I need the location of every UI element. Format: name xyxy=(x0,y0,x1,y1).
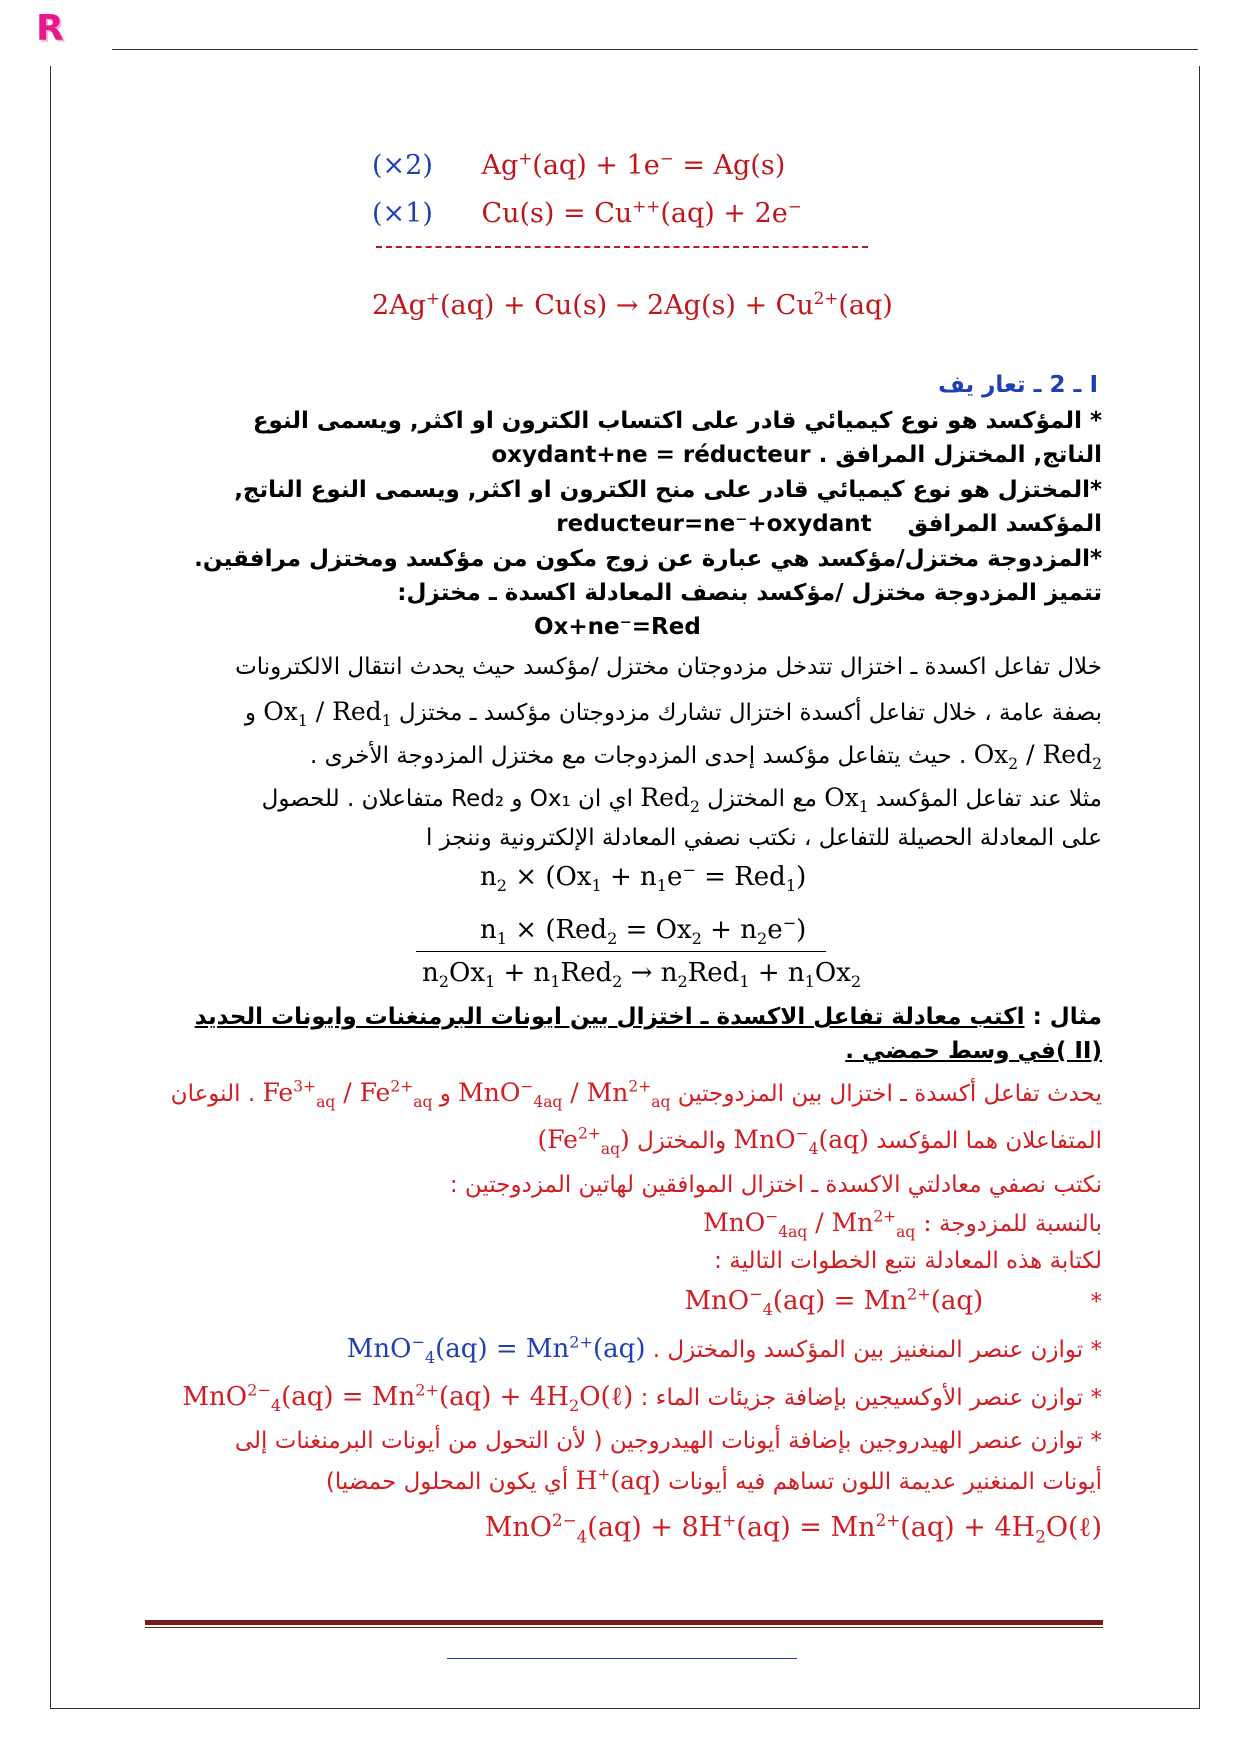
example-row8: * توازن عنصر الأوكسيجين بإضافة جزيئات الماء : $MnO^{2-}_4(aq) = Mn^{2+}(aq)$ + $4H_2O(\ell)$ xyxy=(182,1380,1102,1416)
multiplier-2: (×2) xyxy=(372,150,433,181)
example-title: اكتب معادلة تفاعل الاكسدة ـ اختزال بين ايونات البرمنغنات وايونات الحديد xyxy=(194,1004,1025,1030)
example-title-line1 xyxy=(195,1004,1102,1030)
paragraph-line1: خلال تفاعل اكسدة ـ اختزال تتدخل مزدوجتان مختزل /مؤكسد حيث يحدث انتقال الالكترونات xyxy=(235,654,1102,680)
example-row2-a: المتفاعلان هما المؤكسد xyxy=(876,1128,1102,1154)
paragraph-line4-c: اي ان Ox₁ و Red₂ متفاعلان . للحصول xyxy=(261,786,634,812)
combination-eq2: $n_1 \times (Red_2 = Ox_2 + n_2e^-)$ xyxy=(480,913,807,949)
equation-overall: $2Ag^+(aq) + Cu(s) \to 2Ag(s) + Cu^{2+}(aq)$ xyxy=(372,288,893,321)
example-row3: نكتب نصفي معادلتي الاكسدة ـ اختزال الموافقين لهاتين المزدوجتين : xyxy=(449,1172,1102,1198)
example-row2-b: والمختزل xyxy=(637,1128,727,1154)
combination-eq1: $n_2 \times (Ox_1 + n_1e^- = Red_1)$ xyxy=(480,860,807,896)
logo: R xyxy=(36,8,64,49)
definition-reducer-line1: *المختزل هو نوع كيميائي قادر على منح الكترون او اكثر, ويسمى النوع الناتج, xyxy=(234,477,1102,503)
definition-couple: *المزدوجة مختزل/مؤكسد هي عبارة عن زوج مكون من مؤكسد ومختزل مرافقين. xyxy=(194,546,1102,572)
equation-silver: (×2) Ag+(aq) + 1e− = Ag(s) xyxy=(372,148,786,181)
paragraph-line4: مثلا عند تفاعل المؤكسد $Ox_1$ مع المختزل Red$_2$ اي ان Ox₁ و Red₂ متفاعلان . للحصول xyxy=(261,783,1102,816)
multiplier-1: (×1) xyxy=(372,198,433,229)
equation-copper: (×1) Cu(s) = Cu++(aq) + 2e− xyxy=(372,196,802,229)
example-row10-b: أي يكون المحلول حمضيا) xyxy=(325,1469,569,1495)
definition-reducer-line2 xyxy=(556,511,1102,537)
example-row6-bullet: * xyxy=(1090,1289,1102,1315)
example-row1: يحدث تفاعل أكسدة ـ اختزال بين المزدوجتين $MnO^-_{4aq} / Mn^{2+}_{aq}$ و $Fe^{3+}_{aq} / Fe^{2+}_{aq}$ . النوعان xyxy=(170,1077,1102,1111)
paragraph-line5: على المعادلة الحصيلة للتفاعل ، نكتب نصفي المعادلة الإلكترونية وننجز ا xyxy=(425,825,1102,851)
example-row1-b: و xyxy=(439,1081,451,1107)
combination-result: $n_2Ox_1 + n_1Red_2 \to n_2Red_1 + n_1Ox_2$ xyxy=(422,958,862,992)
example-row9: * توازن عنصر الهيدروجين بإضافة أيونات الهيدروجين ( لأن التحول من أيونات البرمنغنات إلى xyxy=(234,1428,1102,1454)
paragraph-line3: $Ox_2 / Red_2$ . حيث يتفاعل مؤكسد إحدى المزدوجات مع مختزل المزدوجة الأخرى . xyxy=(309,740,1102,773)
paragraph-line4-a: مثلا عند تفاعل المؤكسد xyxy=(876,786,1102,812)
paragraph-line2: بصفة عامة ، خلال تفاعل أكسدة اختزال تشارك مزدوجتان مؤكسد ـ مختزل $Ox_1 / Red_1$ و xyxy=(244,697,1102,730)
example-row8-text: * توازن عنصر الأوكسيجين بإضافة جزيئات الماء : xyxy=(640,1385,1102,1411)
example-row11: $MnO^{2-}_4(aq) + 8H^+(aq) = Mn^{2+}(aq)$ + $4H_2O(\ell)$ xyxy=(484,1510,1102,1547)
definition-oxidant-line2 xyxy=(491,442,1102,468)
example-title-line2: (II )في وسط حمضي . xyxy=(845,1038,1102,1064)
example-row4-text: بالنسبة للمزدوجة xyxy=(939,1211,1102,1237)
footer-rule-thick xyxy=(145,1620,1103,1625)
footer-rule-thin xyxy=(145,1627,1103,1628)
couple-identification: تتميز المزدوجة مختزل /مؤكسد بنصف المعادلة اكسدة ـ مختزل: xyxy=(397,580,1102,606)
paragraph-and: و xyxy=(244,700,256,726)
example-row6: * $MnO^-_4(aq) = Mn^{2+}(aq)$ xyxy=(684,1284,1102,1320)
reducer-text: المؤكسد المرافق xyxy=(907,511,1102,537)
example-row1-a: يحدث تفاعل أكسدة ـ اختزال بين المزدوجتين xyxy=(677,1081,1102,1107)
example-row7-text: * توازن عنصر المنغنيز بين المؤكسد والمختزل . xyxy=(652,1337,1102,1363)
paragraph-line4-b: مع المختزل xyxy=(707,786,817,812)
footer-blue-line xyxy=(447,1658,797,1659)
oxidant-equation: oxydant+ne = réducteur xyxy=(491,442,811,468)
half-equation-generic: Ox+ne⁻=Red xyxy=(534,614,701,640)
reducer-equation: reducteur=ne⁻+oxydant xyxy=(556,511,872,537)
definition-oxidant-line1: * المؤكسد هو نوع كيميائي قادر على اكتساب الكترون او اكثر, ويسمى النوع xyxy=(252,408,1102,434)
example-row5: لكتابة هذه المعادلة نتبع الخطوات التالية : xyxy=(714,1248,1102,1274)
paragraph-line3-text: . حيث يتفاعل مؤكسد إحدى المزدوجات مع مختزل المزدوجة الأخرى . xyxy=(309,743,967,769)
example-row2: المتفاعلان هما المؤكسد MnO−$_4$(aq) والمختزل $(Fe^{2+}_{aq})$ xyxy=(537,1124,1102,1158)
dashed-separator xyxy=(376,246,868,248)
example-row10: أيونات المنغنير عديمة اللون تساهم فيه أيونات H+(aq) أي يكون المحلول حمضيا) xyxy=(325,1465,1102,1495)
example-row10-a: أيونات المنغنير عديمة اللون تساهم فيه أيونات xyxy=(668,1469,1102,1495)
example-label: مثال : xyxy=(1032,1004,1102,1030)
combination-rule xyxy=(416,951,826,952)
header-rule xyxy=(112,49,1198,50)
paragraph-line2-text: بصفة عامة ، خلال تفاعل أكسدة اختزال تشارك مزدوجتان مؤكسد ـ مختزل xyxy=(398,700,1102,726)
oxidant-text: الناتج, المختزل المرافق . xyxy=(818,442,1102,468)
section-title: I ـ 2 ـ تعار يف xyxy=(938,372,1098,398)
example-row1-c: . النوعان xyxy=(170,1081,256,1107)
example-row4: بالنسبة للمزدوجة $MnO^-_{4aq} / Mn^{2+}_{aq}$ : xyxy=(703,1207,1102,1241)
example-row7: * توازن عنصر المنغنيز بين المؤكسد والمختزل . $MnO^-_4(aq) = Mn^{2+}(aq)$ xyxy=(346,1332,1102,1368)
